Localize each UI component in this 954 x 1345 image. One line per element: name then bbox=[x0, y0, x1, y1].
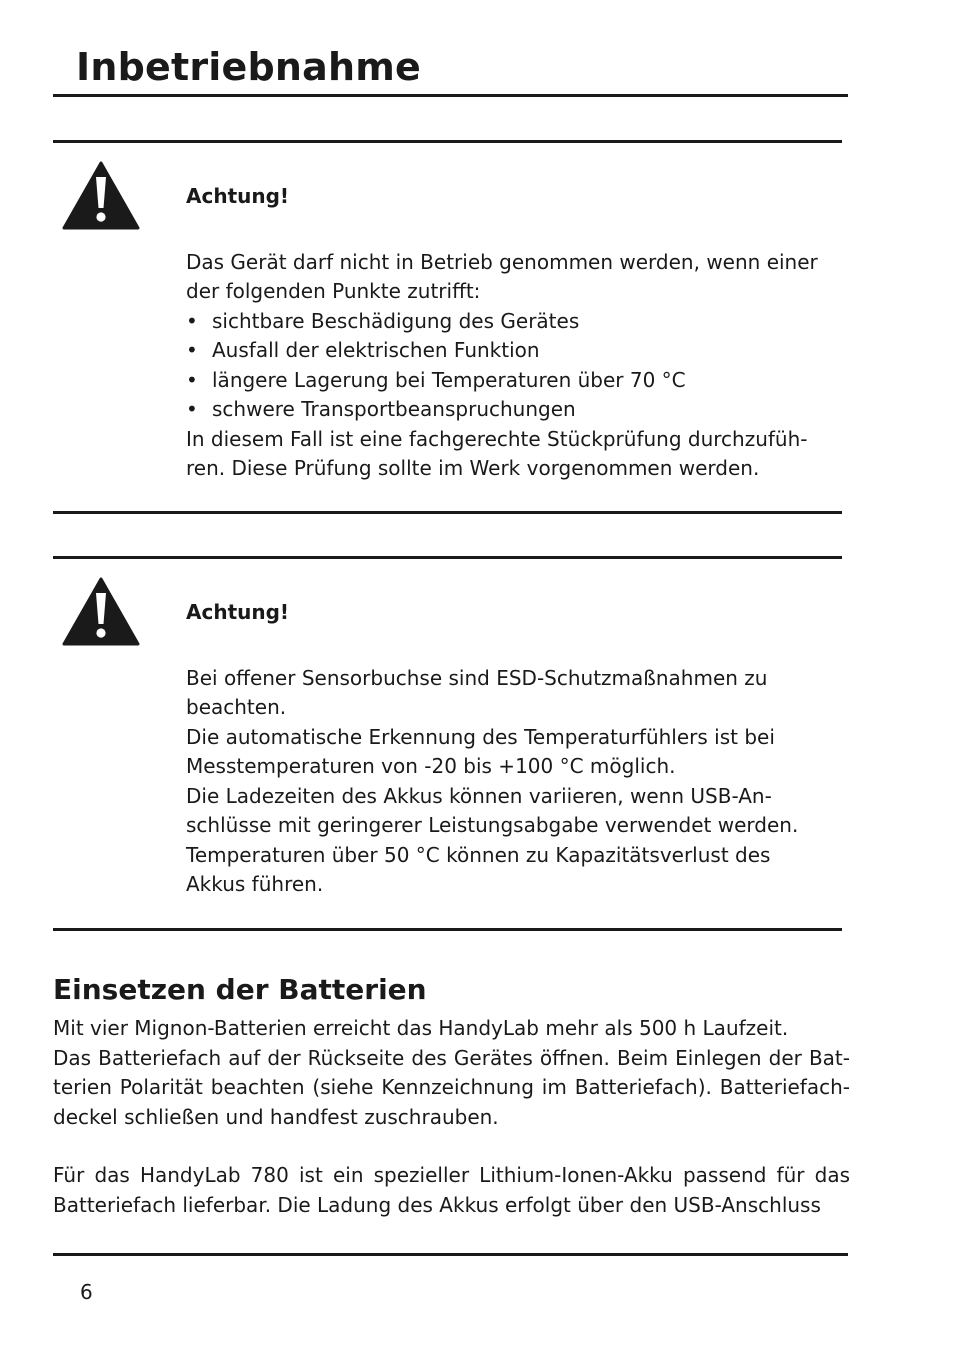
list-item: • längere Lagerung bei Temperaturen über 70 °C bbox=[186, 366, 846, 396]
list-item: • Ausfall der elektrischen Funktion bbox=[186, 336, 846, 366]
warning-2-line: schlüsse mit geringerer Leistungsabgabe verwendet werden. bbox=[186, 813, 799, 837]
warning-2-text bbox=[186, 598, 846, 900]
warning-1-intro-line: Das Gerät darf nicht in Betrieb genommen werden, wenn einer bbox=[186, 249, 818, 274]
paragraph-line: Batteriefach lieferbar. Die Ladung des Akkus erfolgt über den USB-Anschluss bbox=[53, 1192, 821, 1217]
title-underline bbox=[53, 94, 848, 97]
warning-2-line: Die automatische Erkennung des Temperaturfühlers ist bei bbox=[186, 724, 775, 749]
warning-2-line: Bei offener Sensorbuchse sind ESD-Schutzmaßnahmen zu bbox=[186, 665, 768, 690]
section-paragraph-1 bbox=[53, 1014, 850, 1132]
warning-icon bbox=[62, 160, 140, 230]
warning-2-line: Temperaturen über 50 °C können zu Kapazitätsverlust des bbox=[186, 842, 771, 867]
warning-1-outro-line: In diesem Fall ist eine fachgerechte Stückprüfung durchzufüh- bbox=[186, 426, 808, 451]
warning-2-line: Akkus führen. bbox=[186, 872, 324, 896]
warning-1-outro-line: ren. Diese Prüfung sollte im Werk vorgenommen werden. bbox=[186, 456, 760, 480]
warning-2-heading: Achtung! bbox=[186, 600, 290, 624]
warning-1-text bbox=[186, 182, 846, 484]
warning-2-top-rule bbox=[53, 556, 842, 559]
page-number: 6 bbox=[80, 1280, 93, 1304]
warning-2-line: Die Ladezeiten des Akkus können variieren, wenn USB-An- bbox=[186, 783, 772, 808]
section-heading: Einsetzen der Batterien bbox=[53, 973, 427, 1006]
footer-rule bbox=[53, 1253, 848, 1256]
warning-2-line: beachten. bbox=[186, 695, 287, 719]
warning-2-line: Messtemperaturen von -20 bis +100 °C möglich. bbox=[186, 754, 676, 778]
warning-1-heading: Achtung! bbox=[186, 184, 290, 208]
list-item: • schwere Transportbeanspruchungen bbox=[186, 395, 846, 425]
paragraph-line: terien Polarität beachten (siehe Kennzeichnung im Batteriefach). Batteriefach- bbox=[53, 1075, 850, 1099]
warning-2-bottom-rule bbox=[53, 928, 842, 931]
paragraph-line: deckel schließen und handfest zuschrauben. bbox=[53, 1104, 499, 1129]
page-title: Inbetriebnahme bbox=[76, 45, 421, 89]
warning-1-bullet-list bbox=[186, 307, 846, 425]
warning-1-bottom-rule bbox=[53, 511, 842, 514]
warning-1-top-rule bbox=[53, 140, 842, 143]
warning-icon bbox=[62, 576, 140, 646]
paragraph-line: Für das HandyLab 780 ist ein spezieller Lithium-Ionen-Akku passend für das bbox=[53, 1163, 850, 1187]
warning-1-intro-line: der folgenden Punkte zutrifft: bbox=[186, 279, 481, 303]
list-item: • sichtbare Beschädigung des Gerätes bbox=[186, 307, 846, 337]
paragraph-line: Mit vier Mignon-Batterien erreicht das HandyLab mehr als 500 h Laufzeit. bbox=[53, 1016, 789, 1040]
paragraph-line: Das Batteriefach auf der Rückseite des Gerätes öffnen. Beim Einlegen der Bat- bbox=[53, 1045, 850, 1070]
section-paragraph-2 bbox=[53, 1161, 850, 1220]
